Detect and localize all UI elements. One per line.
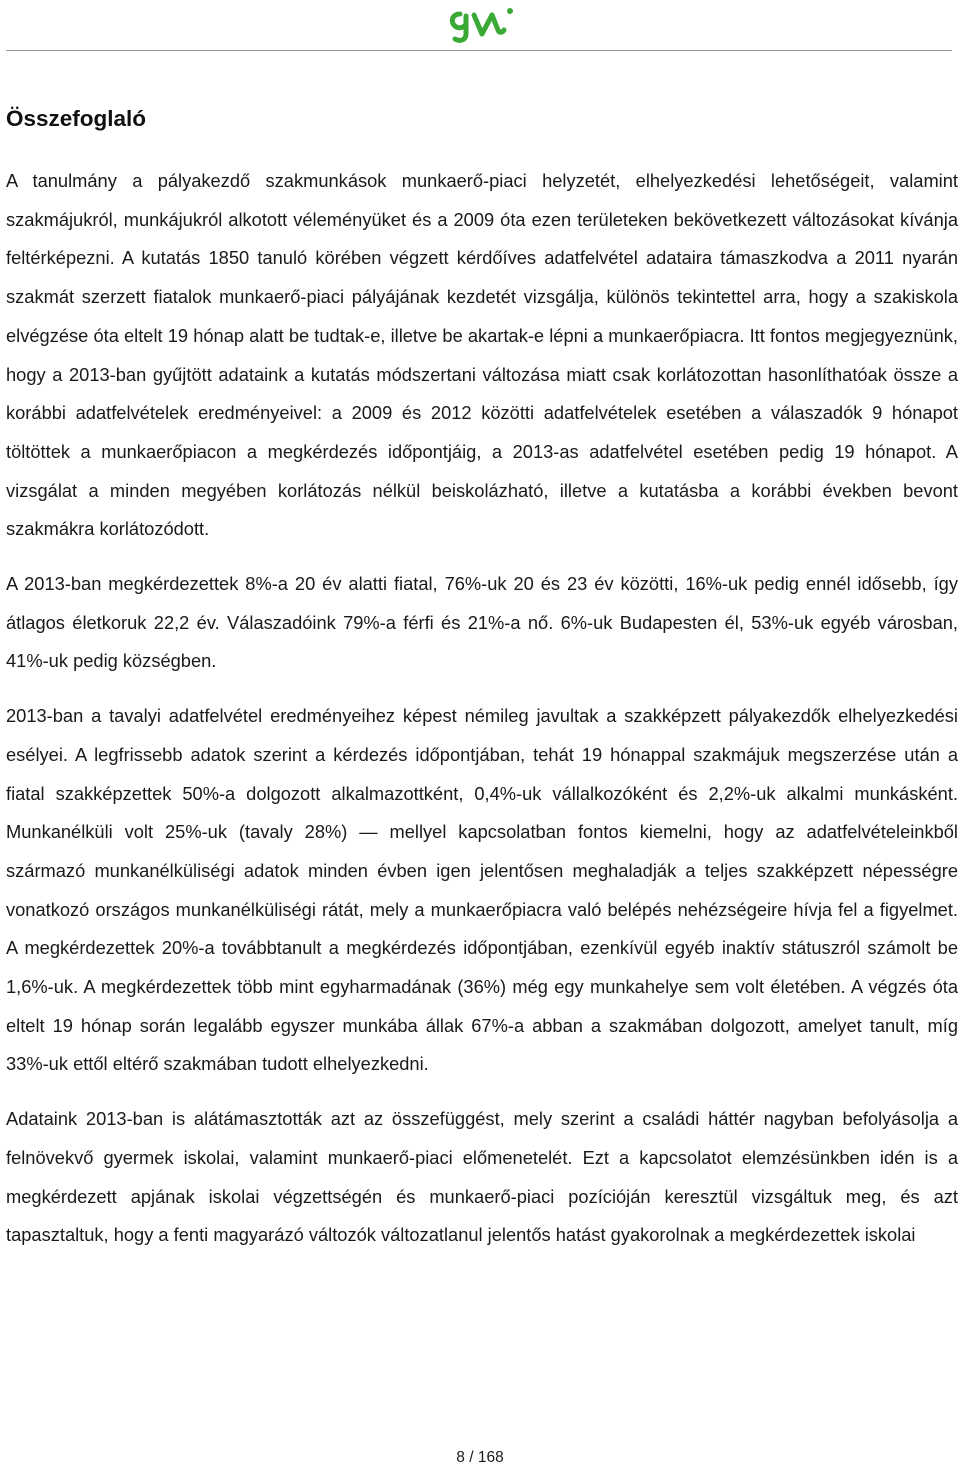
paragraph-demographics: A 2013-ban megkérdezettek 8%-a 20 év alatti fiatal, 76%-uk 20 és 23 év közötti, 16%-uk pedig ennél idősebb, így átlagos életkoruk 22,2 év. Válaszadóink 79%-a férfi és 21%-a nő. 6%-uk Budapesten él, 53%-uk egyéb városban, 41%-uk pedig községben.: [6, 573, 958, 672]
paragraph-intro: A tanulmány a pályakezdő szakmunkások munkaerő-piaci helyzetét, elhelyezkedési lehetőségeit, valamint szakmájukról, munkájukról alkotott véleményüket és a 2009 óta ezen területeken bekövetkezett változásokat kívánja feltérképezni. A kutatás 1850 tanuló körében végzett kérdőíves adatfelvétel adataira támaszkodva a 2011 nyarán szakmát szerzett fiatalok munkaerő-piaci pályájának kezdetét vizsgálja, különös tekintettel arra, hogy a szakiskola elvégzése óta eltelt 19 hónap alatt be tudtak-e, illetve be akartak-e lépni a munkaerőpiacra. Itt fontos megjegyeznünk, hogy a 2013-ban gyűjtött adataink a kutatás módszertani változása miatt csak korlátozottan hasonlíthatóak össze a korábbi adatfelvételek eredményeivel: a 2009 és 2012 közötti adatfelvételek esetében a válaszadók 9 hónapot töltöttek a munkaerőpiacon a megkérdezés időpontjáig, a 2013-as adatfelvétel esetében pedig 19 hónapot. A vizsgálat a minden megyében korlátozás nélkül beiskolázható, illetve a kutatásba a korábbi években bevont szakmákra korlátozódott.: [6, 170, 958, 540]
header-divider: [6, 50, 952, 51]
document-body: [6, 162, 958, 1271]
paragraph-employment: 2013-ban a tavalyi adatfelvétel eredményeihez képest némileg javultak a szakképzett pályakezdők elhelyezkedési esélyei. A legfrissebb adatok szerint a kérdezés időpontjában, tehát 19 hónappal szakmájuk megszerzése után a fiatal szakképzettek 50%-a dolgozott alkalmazottként, 0,4%-uk vállalkozóként és 2,2%-uk alkalmi munkásként. Munkanélküli volt 25%-uk (tavaly 28%) — mellyel kapcsolatban fontos kiemelni, hogy az adatfelvételeinkből származó munkanélküliségi adatok minden évben igen jelentősen meghaladják a teljes szakképzett népességre vonatkozó országos munkanélküliségi rátát, mely a munkaerőpiacra való belépés nehézségeire hívja fel a figyelmet. A megkérdezettek 20%-a továbbtanult a megkérdezés időpontjában, ezenkívül egyéb inaktív státuszról számolt be 1,6%-uk. A megkérdezettek több mint egyharmadának (36%) még egy munkahelye sem volt életében. A végzés óta eltelt 19 hónap során legalább egyszer munkába állak 67%-a abban a szakmában dolgozott, amelyet tanult, míg 33%-uk ettől eltérő szakmában tudott elhelyezkedni.: [6, 705, 958, 1075]
section-title: Összefoglaló: [6, 106, 147, 131]
gfk-logo-icon: [446, 4, 516, 44]
paragraph-family-background: Adataink 2013-ban is alátámasztották azt az összefüggést, mely szerint a családi háttér nagyban befolyásolja a felnövekvő gyermek iskolai, valamint munkaerő-piaci előmenetelét. Ezt a kapcsolatot elemzésünkben idén is a megkérdezett apjának iskolai végzettségén és munkaerő-piaci pozícióján keresztül vizsgáltuk meg, és azt tapasztaltuk, hogy a fenti magyarázó változók változatlanul jelentős hatást gyakorolnak a megkérdezettek iskolai: [6, 1108, 958, 1246]
page-number: 8 / 168: [456, 1449, 504, 1466]
page-header: [0, 0, 960, 58]
